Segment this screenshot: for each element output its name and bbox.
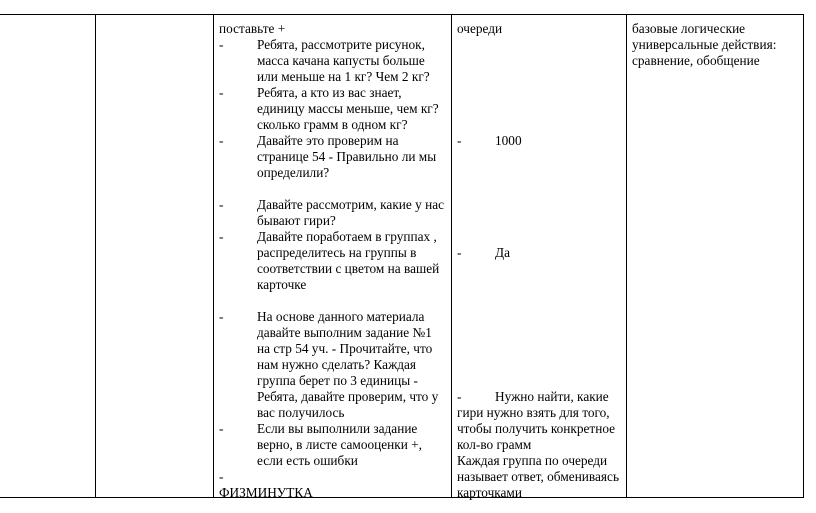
answer-text: 1000 xyxy=(495,133,522,148)
answer-item: - Да xyxy=(457,245,510,260)
list-item-text: Если вы выполнили задание верно, в листе самооценки +, если есть ошибки xyxy=(257,421,422,468)
list-item: - Ребята, а кто из вас знает, единицу массы меньше, чем кг? сколько грамм в одном кг? xyxy=(219,85,447,133)
answer-text: Да xyxy=(495,245,510,260)
column-border-1 xyxy=(95,14,96,498)
answer-text-rest: гири нужно взять для того, чтобы получить конкретное кол-во грамм xyxy=(457,405,616,452)
column-border-3 xyxy=(451,14,452,498)
cell-text: очереди xyxy=(457,21,503,36)
list-item-text: Давайте рассмотрим, какие у нас бывают гири? xyxy=(257,197,445,228)
section-label: ФИЗМИНУТКА xyxy=(219,485,313,500)
list-item: - Если вы выполнили задание верно, в листе самооценки +, если есть ошибки xyxy=(219,421,447,469)
list-item: - Давайте это проверим на странице 54 - Правильно ли мы определили? xyxy=(219,133,447,181)
learning-actions-cell xyxy=(632,21,800,69)
lone-dash: - xyxy=(219,469,224,484)
group-note: Каждая группа по очереди называет ответ, обмениваясь карточками xyxy=(457,453,620,500)
cell-text: базовые логические универсальные действия: сравнение, обобщение xyxy=(632,21,777,68)
list-item-text: Ребята, а кто из вас знает, единицу массы меньше, чем кг? сколько грамм в одном кг? xyxy=(257,85,439,132)
list-item: - Ребята, рассмотрите рисунок, масса качана капусты больше или меньше на 1 кг? Чем 2 кг? xyxy=(219,37,447,85)
answer-item: - 1000 xyxy=(457,133,522,148)
cell-text: поставьте + xyxy=(219,21,286,36)
list-item-text: Ребята, рассмотрите рисунок, масса качана капусты больше или меньше на 1 кг? Чем 2 кг? xyxy=(257,37,430,84)
list-item-text: Давайте это проверим на странице 54 - Правильно ли мы определили? xyxy=(257,133,437,180)
table-top-border xyxy=(0,14,804,15)
column-border-5 xyxy=(803,14,804,498)
answer-text-first-line: Нужно найти, какие xyxy=(495,389,609,404)
list-item-text: На основе данного материала давайте выполним задание №1 на стр 54 уч. - Прочитайте, что нам нужно сделать? Каждая группа берет по 3 единицы - Ребята, давайте проверим, что у вас получилось xyxy=(257,309,439,420)
column-border-2 xyxy=(213,14,214,498)
list-item: - Давайте рассмотрим, какие у нас бывают гири? xyxy=(219,197,447,229)
list-item: - На основе данного материала давайте выполним задание №1 на стр 54 уч. - Прочитайте, что нам нужно сделать? Каждая группа берет по 3 единицы - Ребята, давайте проверим, что у вас получилось xyxy=(219,309,447,421)
list-item-text: Давайте поработаем в группах , распределитесь на группы в соответствии с цветом на вашей карточке xyxy=(257,229,440,292)
list-item: - Давайте поработаем в группах , распределитесь на группы в соответствии с цветом на вашей карточке xyxy=(219,229,447,293)
answer-item: - Нужно найти, какие xyxy=(457,389,609,404)
teacher-activity-cell xyxy=(219,21,447,501)
student-activity-cell xyxy=(457,21,623,501)
column-border-4 xyxy=(626,14,627,498)
